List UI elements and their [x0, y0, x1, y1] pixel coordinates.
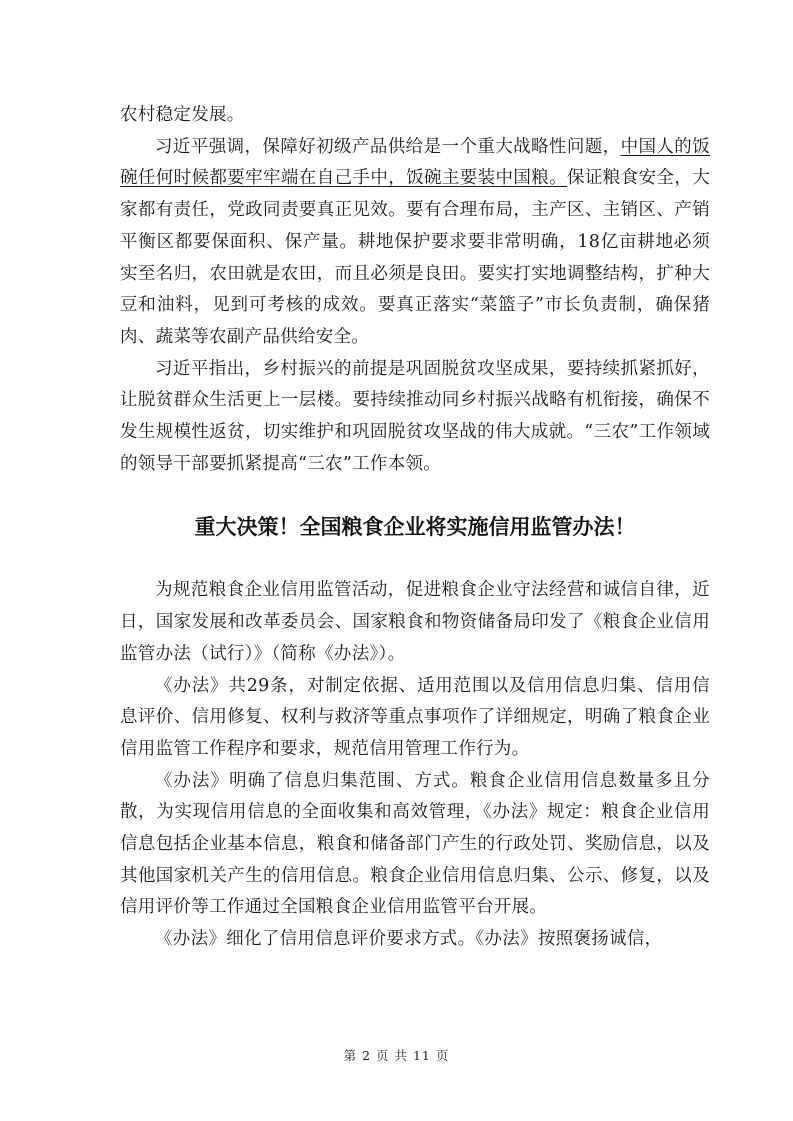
- paragraph-intro: 为规范粮食企业信用监管活动，促进粮食企业守法经营和诚信自律，近日，国家发展和改革委员会、国家粮食和物资储备局印发了《粮食企业信用监管办法（试行）》（简称《办法》）。: [120, 580, 710, 664]
- section-heading: 重大决策！全国粮食企业将实施信用监管办法！: [194, 515, 636, 540]
- spacer: [120, 480, 710, 511]
- paragraph-food-security: [120, 132, 710, 354]
- paragraph-evaluation: 《办法》细化了信用信息评价要求方式。《办法》按照褒扬诚信，: [155, 929, 663, 950]
- paragraph-info-collection: 《办法》明确了信息归集范围、方式。粮食企业信用信息数量多且分散，为实现信用信息的全面收集和高效管理，《办法》规定：粮食企业信用信息包括企业基本信息，粮食和储备部门产生的行政处罚、奖励信息，以及其他国家机关产生的信用信息。粮食企业信用信息归集、公示、修复，以及信用评价等工作通过全国粮食企业信用监管平台开展。: [120, 770, 710, 918]
- page-number: 第 2 页 共 11 页: [343, 1048, 450, 1063]
- spacer: [120, 543, 710, 575]
- paragraph-continuation: 农村稳定发展。: [120, 105, 245, 125]
- paragraph-text: 习近平强调，保障好初级产品供给是一个重大战略性问题，: [155, 136, 621, 157]
- underlined-quote: 中国人的饭碗任何时候都要牢牢端在自己手中，饭碗主要装中国粮。: [120, 136, 710, 189]
- paragraph-articles: 《办法》共29条，对制定依据、适用范围以及信用信息归集、信用信息评价、信用修复、权利与救济等重点事项作了详细规定，明确了粮食企业信用监管工作程序和要求，规范信用管理工作行为。: [120, 675, 710, 759]
- document-body: [120, 100, 710, 956]
- paragraph-text: 保证粮食安全，大家都有责任，党政同责要真正见效。要有合理布局，主产区、主销区、产销平衡区都要保面积、保产量。耕地保护要求要非常明确，18亿亩耕地必须实至名归，农田就是农田，而且必须是良田。要实打实地调整结构，扩种大豆和油料，见到可考核的成效。要真正落实“菜篮子”市长负责制，确保猪肉、蔬菜等农副产品供给安全。: [120, 168, 710, 347]
- paragraph-rural-revitalization: 习近平指出，乡村振兴的前提是巩固脱贫攻坚成果，要持续抓紧抓好，让脱贫群众生活更上一层楼。要持续推动同乡村振兴战略有机衔接，确保不发生规模性返贫，切实维护和巩固脱贫攻坚战的伟大成就。“三农”工作领域的领导干部要抓紧提高“三农”工作本领。: [120, 358, 710, 474]
- page-footer: [0, 1046, 793, 1064]
